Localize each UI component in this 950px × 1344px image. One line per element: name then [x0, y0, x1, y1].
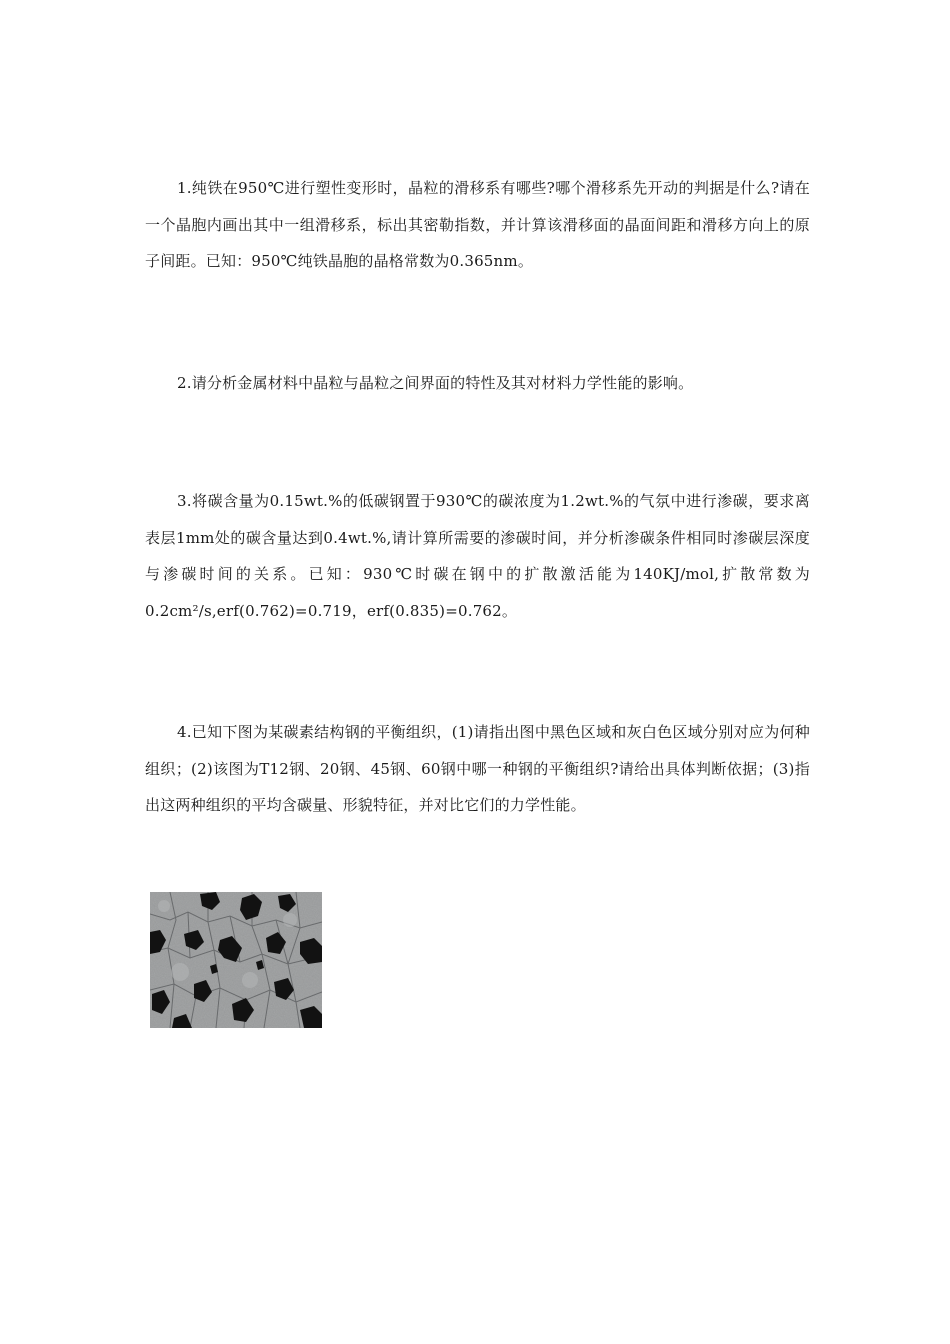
question-4: 4.已知下图为某碳素结构钢的平衡组织，(1)请指出图中黑色区域和灰白色区域分别对应为何种组织；(2)该图为T12钢、20钢、45钢、60钢中哪一种钢的平衡组织?请给出具体判断依据；(3)指出这两种组织的平均含碳量、形貌特征，并对比它们的力学性能。 — [145, 723, 810, 814]
question-1: 1.纯铁在950℃进行塑性变形时，晶粒的滑移系有哪些?哪个滑移系先开动的判据是什么?请在一个晶胞内画出其中一组滑移系，标出其密勒指数，并计算该滑移面的晶面间距和滑移方向上的原子间距。已知：950℃纯铁晶胞的晶格常数为0.365nm。 — [145, 179, 810, 270]
microstructure-icon — [150, 892, 322, 1028]
microstructure-image — [150, 892, 322, 1028]
question-2: 2.请分析金属材料中晶粒与晶粒之间界面的特性及其对材料力学性能的影响。 — [177, 374, 694, 392]
question-3: 3.将碳含量为0.15wt.%的低碳钢置于930℃的碳浓度为1.2wt.%的气氛中进行渗碳，要求离表层1mm处的碳含量达到0.4wt.%,请计算所需要的渗碳时间，并分析渗碳条件相同时渗碳层深度与渗碳时间的关系。已知：930℃时碳在钢中的扩散激活能为140KJ/mol,扩散常数为0.2cm²/s,erf(0.762)=0.719，erf(0.835)=0.762。 — [145, 492, 810, 620]
